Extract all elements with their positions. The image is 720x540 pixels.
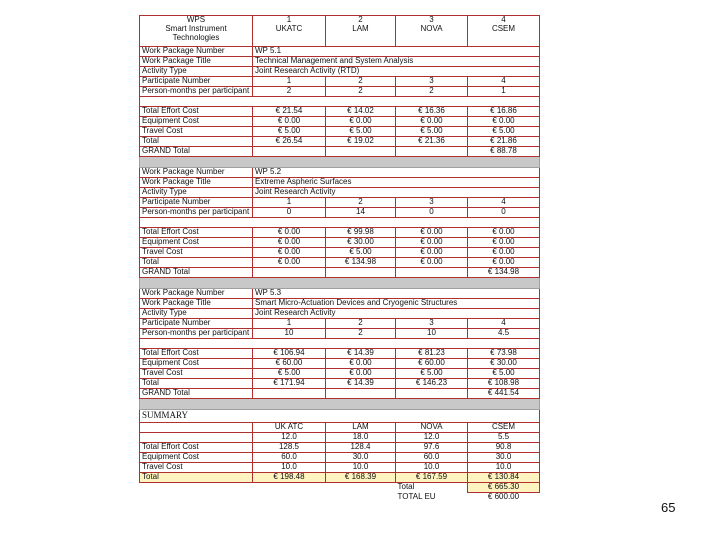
label-cell: Person-months per participant	[140, 87, 253, 97]
value-cell: 0	[396, 208, 468, 218]
value-cell: 10.0	[253, 463, 326, 473]
equipment-row	[140, 238, 540, 248]
wp-number: WP 5.2	[253, 168, 540, 178]
effort-row	[140, 349, 540, 359]
participant-row	[140, 77, 540, 87]
header-row	[140, 16, 540, 47]
value-cell: € 0.00	[468, 238, 540, 248]
value-cell: 2	[326, 77, 396, 87]
value-cell: € 5.00	[468, 369, 540, 379]
wp-title-row	[140, 57, 540, 67]
value-cell: € 198.48	[253, 473, 326, 483]
value-cell: € 167.59	[396, 473, 468, 483]
label-cell: Travel Cost	[140, 463, 253, 473]
value-cell: € 106.94	[253, 349, 326, 359]
header-partner-1: 1 UKATC	[253, 16, 326, 47]
value-cell: 10	[396, 329, 468, 339]
wp-number: WP 5.3	[253, 289, 540, 299]
spacer-row	[140, 339, 540, 349]
value-cell: € 26.54	[253, 137, 326, 147]
label-cell: Activity Type	[140, 188, 253, 198]
value-cell: 4	[468, 77, 540, 87]
value-cell: 2	[253, 87, 326, 97]
value-cell: € 0.00	[326, 369, 396, 379]
wp-number-row	[140, 47, 540, 57]
summary-partner-row	[140, 423, 540, 433]
wp-number-row	[140, 289, 540, 299]
value-cell: € 0.00	[253, 228, 326, 238]
wp-title-row	[140, 178, 540, 188]
label-cell: Total Effort Cost	[140, 443, 253, 453]
label-cell: Activity Type	[140, 309, 253, 319]
value-cell: 18.0	[326, 433, 396, 443]
header-label	[140, 16, 253, 47]
wp-title-row	[140, 299, 540, 309]
value-cell: 1	[468, 87, 540, 97]
value-cell: € 168.39	[326, 473, 396, 483]
activity-row	[140, 188, 540, 198]
header-partner-3: 3 NOVA	[396, 16, 468, 47]
overall-total-label: Total	[397, 482, 415, 492]
travel-row	[140, 369, 540, 379]
value-cell: 3	[396, 319, 468, 329]
value-cell: 30.0	[326, 453, 396, 463]
value-cell: € 60.00	[253, 359, 326, 369]
summary-partner: LAM	[326, 423, 396, 433]
budget-table	[139, 15, 540, 502]
travel-row	[140, 127, 540, 137]
budget-sheet	[139, 15, 539, 502]
value-cell: € 134.98	[326, 258, 396, 268]
value-cell: 4.5	[468, 329, 540, 339]
label-cell: Work Package Number	[140, 168, 253, 178]
value-cell: € 60.00	[396, 359, 468, 369]
equipment-row	[140, 117, 540, 127]
label-cell: GRAND Total	[140, 389, 253, 399]
summary-person-months-row	[140, 433, 540, 443]
value-cell: 2	[326, 198, 396, 208]
value-cell: € 0.00	[396, 238, 468, 248]
label-cell: Equipment Cost	[140, 238, 253, 248]
header-label-line: WPS	[186, 15, 206, 24]
label-cell: Total	[140, 137, 253, 147]
label-cell: Total Effort Cost	[140, 349, 253, 359]
wp-number-row	[140, 168, 540, 178]
summary-total-row	[140, 473, 540, 483]
value-cell: € 0.00	[253, 248, 326, 258]
wp-title: Technical Management and System Analysis	[253, 57, 540, 67]
value-cell: 2	[326, 329, 396, 339]
value-cell: 12.0	[396, 433, 468, 443]
total-row	[140, 379, 540, 389]
value-cell: 5.5	[468, 433, 540, 443]
summary-partner: NOVA	[396, 423, 468, 433]
value-cell: € 21.36	[396, 137, 468, 147]
header-label-line: Smart Instrument	[165, 23, 227, 33]
value-cell: 60.0	[396, 453, 468, 463]
value-cell: 14	[326, 208, 396, 218]
value-cell: € 5.00	[396, 127, 468, 137]
person-months-row	[140, 208, 540, 218]
label-cell: Travel Cost	[140, 248, 253, 258]
activity-row	[140, 67, 540, 77]
value-cell: € 21.54	[253, 107, 326, 117]
value-cell: € 0.00	[396, 228, 468, 238]
label-cell: Person-months per participant	[140, 329, 253, 339]
value-cell: 3	[396, 77, 468, 87]
person-months-row	[140, 329, 540, 339]
label-cell: GRAND Total	[140, 268, 253, 278]
activity-type: Joint Research Activity (RTD)	[253, 67, 540, 77]
value-cell: € 14.39	[326, 379, 396, 389]
total-row	[140, 258, 540, 268]
summary-partner: CSEM	[468, 423, 540, 433]
value-cell: € 19.02	[326, 137, 396, 147]
overall-total-value: € 665.30	[468, 483, 540, 493]
value-cell: 10.0	[326, 463, 396, 473]
value-cell: € 30.00	[468, 359, 540, 369]
value-cell: € 0.00	[326, 117, 396, 127]
wp-number: WP 5.1	[253, 47, 540, 57]
grand-total-value: € 134.98	[468, 268, 540, 278]
participant-row	[140, 198, 540, 208]
spacer-row	[140, 97, 540, 107]
participant-row	[140, 319, 540, 329]
value-cell: 0	[468, 208, 540, 218]
travel-row	[140, 248, 540, 258]
value-cell: € 0.00	[468, 258, 540, 268]
value-cell: € 73.98	[468, 349, 540, 359]
value-cell: € 0.00	[468, 228, 540, 238]
label-cell: Total	[140, 379, 253, 389]
value-cell: € 14.02	[326, 107, 396, 117]
value-cell: 4	[468, 319, 540, 329]
value-cell: 10.0	[396, 463, 468, 473]
label-cell: Work Package Title	[140, 178, 253, 188]
label-cell: Work Package Number	[140, 289, 253, 299]
value-cell: 10.0	[468, 463, 540, 473]
value-cell: 12.0	[253, 433, 326, 443]
value-cell: 3	[396, 198, 468, 208]
value-cell: € 5.00	[396, 369, 468, 379]
value-cell: 1	[253, 319, 326, 329]
value-cell: € 16.36	[396, 107, 468, 117]
value-cell: € 5.00	[326, 127, 396, 137]
label-cell: Work Package Title	[140, 299, 253, 309]
label-cell: Travel Cost	[140, 127, 253, 137]
label-cell: Equipment Cost	[140, 453, 253, 463]
overall-total-row	[140, 483, 540, 493]
value-cell: € 14.39	[326, 349, 396, 359]
label-cell: Equipment Cost	[140, 359, 253, 369]
value-cell: € 0.00	[396, 258, 468, 268]
value-cell: 2	[396, 87, 468, 97]
value-cell: € 130.84	[468, 473, 540, 483]
grand-total-row	[140, 147, 540, 157]
value-cell: € 81.23	[396, 349, 468, 359]
label-cell: Work Package Title	[140, 57, 253, 67]
value-cell: € 0.00	[253, 117, 326, 127]
label-cell: Activity Type	[140, 67, 253, 77]
activity-row	[140, 309, 540, 319]
label-cell: Equipment Cost	[140, 117, 253, 127]
value-cell: 2	[326, 87, 396, 97]
grand-total-value: € 441.54	[468, 389, 540, 399]
total-eu-value: € 600.00	[487, 492, 520, 502]
label-cell: Total	[140, 473, 253, 483]
label-cell: Participate Number	[140, 77, 253, 87]
value-cell: € 5.00	[468, 127, 540, 137]
grand-total-row	[140, 268, 540, 278]
header-partner-4: 4 CSEM	[468, 16, 540, 47]
label-cell: Person-months per participant	[140, 208, 253, 218]
value-cell: € 5.00	[326, 248, 396, 258]
wp-title: Extreme Aspheric Surfaces	[253, 178, 540, 188]
value-cell: € 99.98	[326, 228, 396, 238]
summary-equipment-row	[140, 453, 540, 463]
value-cell: € 30.00	[326, 238, 396, 248]
header-label-line: Technologies	[172, 32, 220, 42]
equipment-row	[140, 359, 540, 369]
value-cell: € 16.86	[468, 107, 540, 117]
header-partner-2: 2 LAM	[326, 16, 396, 47]
value-cell: 4	[468, 198, 540, 208]
spacer-row	[140, 218, 540, 228]
summary-travel-row	[140, 463, 540, 473]
separator-band	[140, 278, 540, 289]
summary-title: SUMMARY	[140, 410, 540, 423]
value-cell: € 146.23	[396, 379, 468, 389]
value-cell: 60.0	[253, 453, 326, 463]
effort-row	[140, 228, 540, 238]
value-cell: € 0.00	[468, 248, 540, 258]
total-eu-row	[140, 493, 540, 503]
value-cell: € 0.00	[396, 117, 468, 127]
value-cell: 10	[253, 329, 326, 339]
person-months-row	[140, 87, 540, 97]
effort-row	[140, 107, 540, 117]
value-cell: 2	[326, 319, 396, 329]
value-cell: € 0.00	[326, 359, 396, 369]
activity-type: Joint Research Activity	[253, 188, 540, 198]
label-cell: Total Effort Cost	[140, 228, 253, 238]
separator-band	[140, 157, 540, 168]
label-cell: GRAND Total	[140, 147, 253, 157]
value-cell: € 5.00	[253, 127, 326, 137]
value-cell: € 0.00	[396, 248, 468, 258]
value-cell: € 108.98	[468, 379, 540, 389]
value-cell: 0	[253, 208, 326, 218]
value-cell: € 0.00	[253, 238, 326, 248]
total-eu-label: TOTAL EU	[397, 492, 436, 501]
label-cell: Work Package Number	[140, 47, 253, 57]
page-number: 65	[661, 500, 676, 515]
value-cell: € 21.86	[468, 137, 540, 147]
separator-band	[140, 399, 540, 410]
value-cell: 90.8	[468, 443, 540, 453]
summary-effort-row	[140, 443, 540, 453]
summary-title-row	[140, 410, 540, 423]
activity-type: Joint Research Activity	[253, 309, 540, 319]
grand-total-row	[140, 389, 540, 399]
value-cell: € 171.94	[253, 379, 326, 389]
label-cell: Travel Cost	[140, 369, 253, 379]
total-row	[140, 137, 540, 147]
value-cell: € 0.00	[253, 258, 326, 268]
label-cell: Total Effort Cost	[140, 107, 253, 117]
value-cell: 97.6	[396, 443, 468, 453]
value-cell: 1	[253, 198, 326, 208]
value-cell: 30.0	[468, 453, 540, 463]
value-cell: 128.4	[326, 443, 396, 453]
value-cell: 1	[253, 77, 326, 87]
label-cell: Participate Number	[140, 319, 253, 329]
value-cell: 128.5	[253, 443, 326, 453]
wp-title: Smart Micro-Actuation Devices and Cryogenic Structures	[253, 299, 540, 309]
grand-total-value: € 88.78	[468, 147, 540, 157]
value-cell: € 0.00	[468, 117, 540, 127]
value-cell: € 5.00	[253, 369, 326, 379]
label-cell: Participate Number	[140, 198, 253, 208]
label-cell: Total	[140, 258, 253, 268]
summary-partner: UK ATC	[253, 423, 326, 433]
